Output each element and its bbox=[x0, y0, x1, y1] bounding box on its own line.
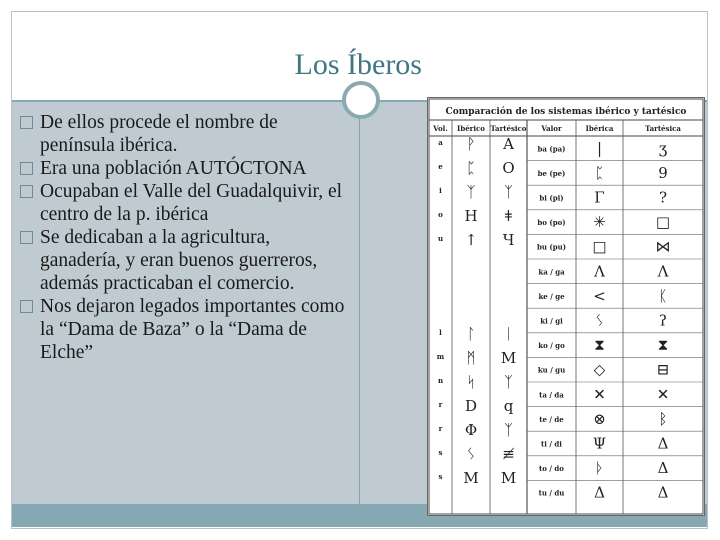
iberian-syllable-sign: ᛊ bbox=[594, 311, 605, 330]
tartessian-syllable-sign: ʔ bbox=[658, 311, 668, 330]
table-header-cell: Ibérica bbox=[585, 124, 614, 133]
vowel-cell: s bbox=[438, 448, 443, 457]
iberian-sign: H bbox=[464, 207, 478, 225]
tartessian-syllable-sign: Δ bbox=[657, 483, 669, 502]
bullet-text: Ocupaban el Valle del Guadalquivir, el centro de la p. ibérica bbox=[40, 181, 343, 225]
iberian-syllable-sign: ⧗ bbox=[594, 336, 605, 355]
value-cell: ki / gi bbox=[540, 316, 563, 326]
tartessian-syllable-sign: Λ bbox=[657, 262, 669, 281]
table-title: Comparación de los sistemas ibérico y tartésico bbox=[445, 107, 687, 117]
square-bullet-icon bbox=[20, 300, 33, 313]
bullet-text: Se dedicaban a la agricultura, ganadería, y eran buenos guerreros, además practicaban el comercio. bbox=[40, 227, 318, 294]
bullet-text: Era una población AUTÓCTONA bbox=[40, 158, 307, 179]
bullet-list bbox=[14, 111, 354, 364]
iberian-syllable-sign: ◇ bbox=[593, 360, 606, 379]
tartessian-sign: ᛁ bbox=[503, 325, 514, 343]
iberian-syllable-sign: ✳ bbox=[593, 213, 606, 232]
iberian-syllable-sign: Λ bbox=[594, 262, 605, 281]
tartessian-sign: Ч bbox=[502, 231, 515, 249]
tartessian-syllable-sign: ᛒ bbox=[658, 409, 668, 428]
square-bullet-icon bbox=[20, 185, 33, 198]
iberian-syllable-sign: ᛈ bbox=[594, 163, 605, 182]
iberian-sign: ᛚ bbox=[466, 325, 476, 343]
tartessian-sign: ≢ bbox=[502, 445, 515, 463]
bullet-item bbox=[14, 180, 354, 226]
vowel-cell: o bbox=[438, 210, 443, 219]
tartessian-sign: M bbox=[500, 349, 517, 367]
value-cell: to / do bbox=[539, 464, 564, 474]
iberian-syllable-sign: | bbox=[596, 139, 603, 158]
tartessian-syllable-sign: ⋈ bbox=[655, 237, 671, 256]
value-cell: tu / du bbox=[538, 488, 565, 498]
bullet-text: De ellos procede el nombre de península ibérica. bbox=[40, 112, 278, 156]
tartessian-sign: A bbox=[503, 135, 514, 153]
value-cell: bo (po) bbox=[537, 218, 566, 228]
vowel-cell: r bbox=[438, 424, 443, 433]
value-cell: ku / gu bbox=[537, 365, 566, 375]
tartessian-syllable-sign: □ bbox=[655, 213, 671, 232]
tartessian-sign: ᛉ bbox=[503, 373, 514, 391]
value-cell: ke / ge bbox=[538, 291, 565, 301]
comparison-table bbox=[428, 98, 704, 515]
table-header-cell: Vol. bbox=[433, 124, 448, 133]
iberian-syllable-sign: < bbox=[593, 286, 606, 305]
tartessian-syllable-sign: ? bbox=[658, 188, 668, 207]
table-header-cell: Tartésico bbox=[490, 124, 527, 133]
iberian-sign: ᛗ bbox=[466, 349, 476, 367]
tartessian-syllable-sign: Δ bbox=[657, 434, 669, 453]
value-cell: ko / go bbox=[538, 341, 565, 351]
tartessian-syllable-sign: Δ bbox=[657, 459, 669, 478]
vowel-cell: a bbox=[438, 138, 443, 147]
iberian-sign: ↑ bbox=[464, 231, 478, 249]
table-header-cell: Valor bbox=[541, 124, 562, 133]
square-bullet-icon bbox=[20, 231, 33, 244]
table-header-cell: Ibérico bbox=[457, 124, 485, 133]
vowel-cell: u bbox=[437, 234, 444, 243]
value-cell: be (pe) bbox=[537, 168, 566, 178]
tartessian-syllable-sign: 9 bbox=[658, 163, 668, 182]
comparison-table-image bbox=[427, 97, 705, 516]
iberian-syllable-sign: Δ bbox=[594, 483, 605, 502]
square-bullet-icon bbox=[20, 162, 33, 175]
tartessian-syllable-sign: ⊟ bbox=[656, 360, 670, 379]
iberian-syllable-sign: Ψ bbox=[592, 434, 607, 453]
value-cell: bu (pu) bbox=[536, 242, 567, 252]
iberian-syllable-sign: ✕ bbox=[593, 385, 606, 404]
value-cell: ba (pa) bbox=[537, 144, 566, 154]
bullet-item bbox=[14, 157, 354, 180]
bullet-item bbox=[14, 226, 354, 295]
iberian-sign: ᛉ bbox=[466, 183, 476, 201]
bullet-text: Nos dejaron legados importantes como la “Dama de Baza” o la “Dama de Elche” bbox=[40, 296, 345, 363]
vowel-cell: l bbox=[439, 328, 442, 337]
slide-title: Los Íberos bbox=[294, 48, 422, 81]
value-cell: ti / di bbox=[541, 439, 562, 449]
tartessian-syllable-sign: ʒ bbox=[658, 139, 668, 158]
iberian-sign: ᚹ bbox=[466, 135, 476, 153]
square-bullet-icon bbox=[20, 116, 33, 129]
tartessian-syllable-sign: ᛕ bbox=[658, 286, 668, 305]
iberian-sign: ᛊ bbox=[466, 445, 476, 463]
iberian-syllable-sign: ᚦ bbox=[594, 459, 605, 478]
tartessian-sign: q bbox=[503, 397, 514, 415]
column-divider bbox=[359, 101, 360, 504]
iberian-sign: M bbox=[463, 469, 479, 487]
tartessian-sign: ᛉ bbox=[503, 183, 514, 201]
iberian-syllable-sign: □ bbox=[592, 237, 607, 256]
vowel-cell: n bbox=[437, 376, 444, 385]
tartessian-syllable-sign: ✕ bbox=[656, 385, 670, 404]
iberian-sign: ᛋ bbox=[466, 373, 476, 391]
iberian-sign: ᛈ bbox=[466, 159, 476, 177]
tartessian-sign: ᛉ bbox=[503, 421, 514, 439]
iberian-sign: Φ bbox=[464, 421, 478, 439]
bullet-item bbox=[14, 111, 354, 157]
value-cell: ta / da bbox=[539, 390, 564, 400]
iberian-syllable-sign: ⊗ bbox=[593, 409, 606, 428]
bullet-item bbox=[14, 295, 354, 364]
value-cell: bi (pi) bbox=[539, 193, 564, 203]
vowel-cell: e bbox=[438, 162, 443, 171]
iberian-syllable-sign: Γ bbox=[594, 188, 605, 207]
iberian-sign: D bbox=[464, 397, 478, 415]
value-cell: ka / ga bbox=[538, 267, 565, 277]
tartessian-sign: M bbox=[500, 469, 517, 487]
vowel-cell: s bbox=[438, 472, 443, 481]
vowel-cell: m bbox=[436, 352, 445, 361]
tartessian-syllable-sign: ⧗ bbox=[657, 336, 669, 355]
tartessian-sign: ǂ bbox=[505, 207, 512, 225]
tartessian-sign: O bbox=[502, 159, 515, 177]
value-cell: te / de bbox=[539, 414, 564, 424]
vowel-cell: r bbox=[438, 400, 443, 409]
table-header-cell: Tartésica bbox=[645, 124, 681, 133]
vowel-cell: i bbox=[439, 186, 442, 195]
